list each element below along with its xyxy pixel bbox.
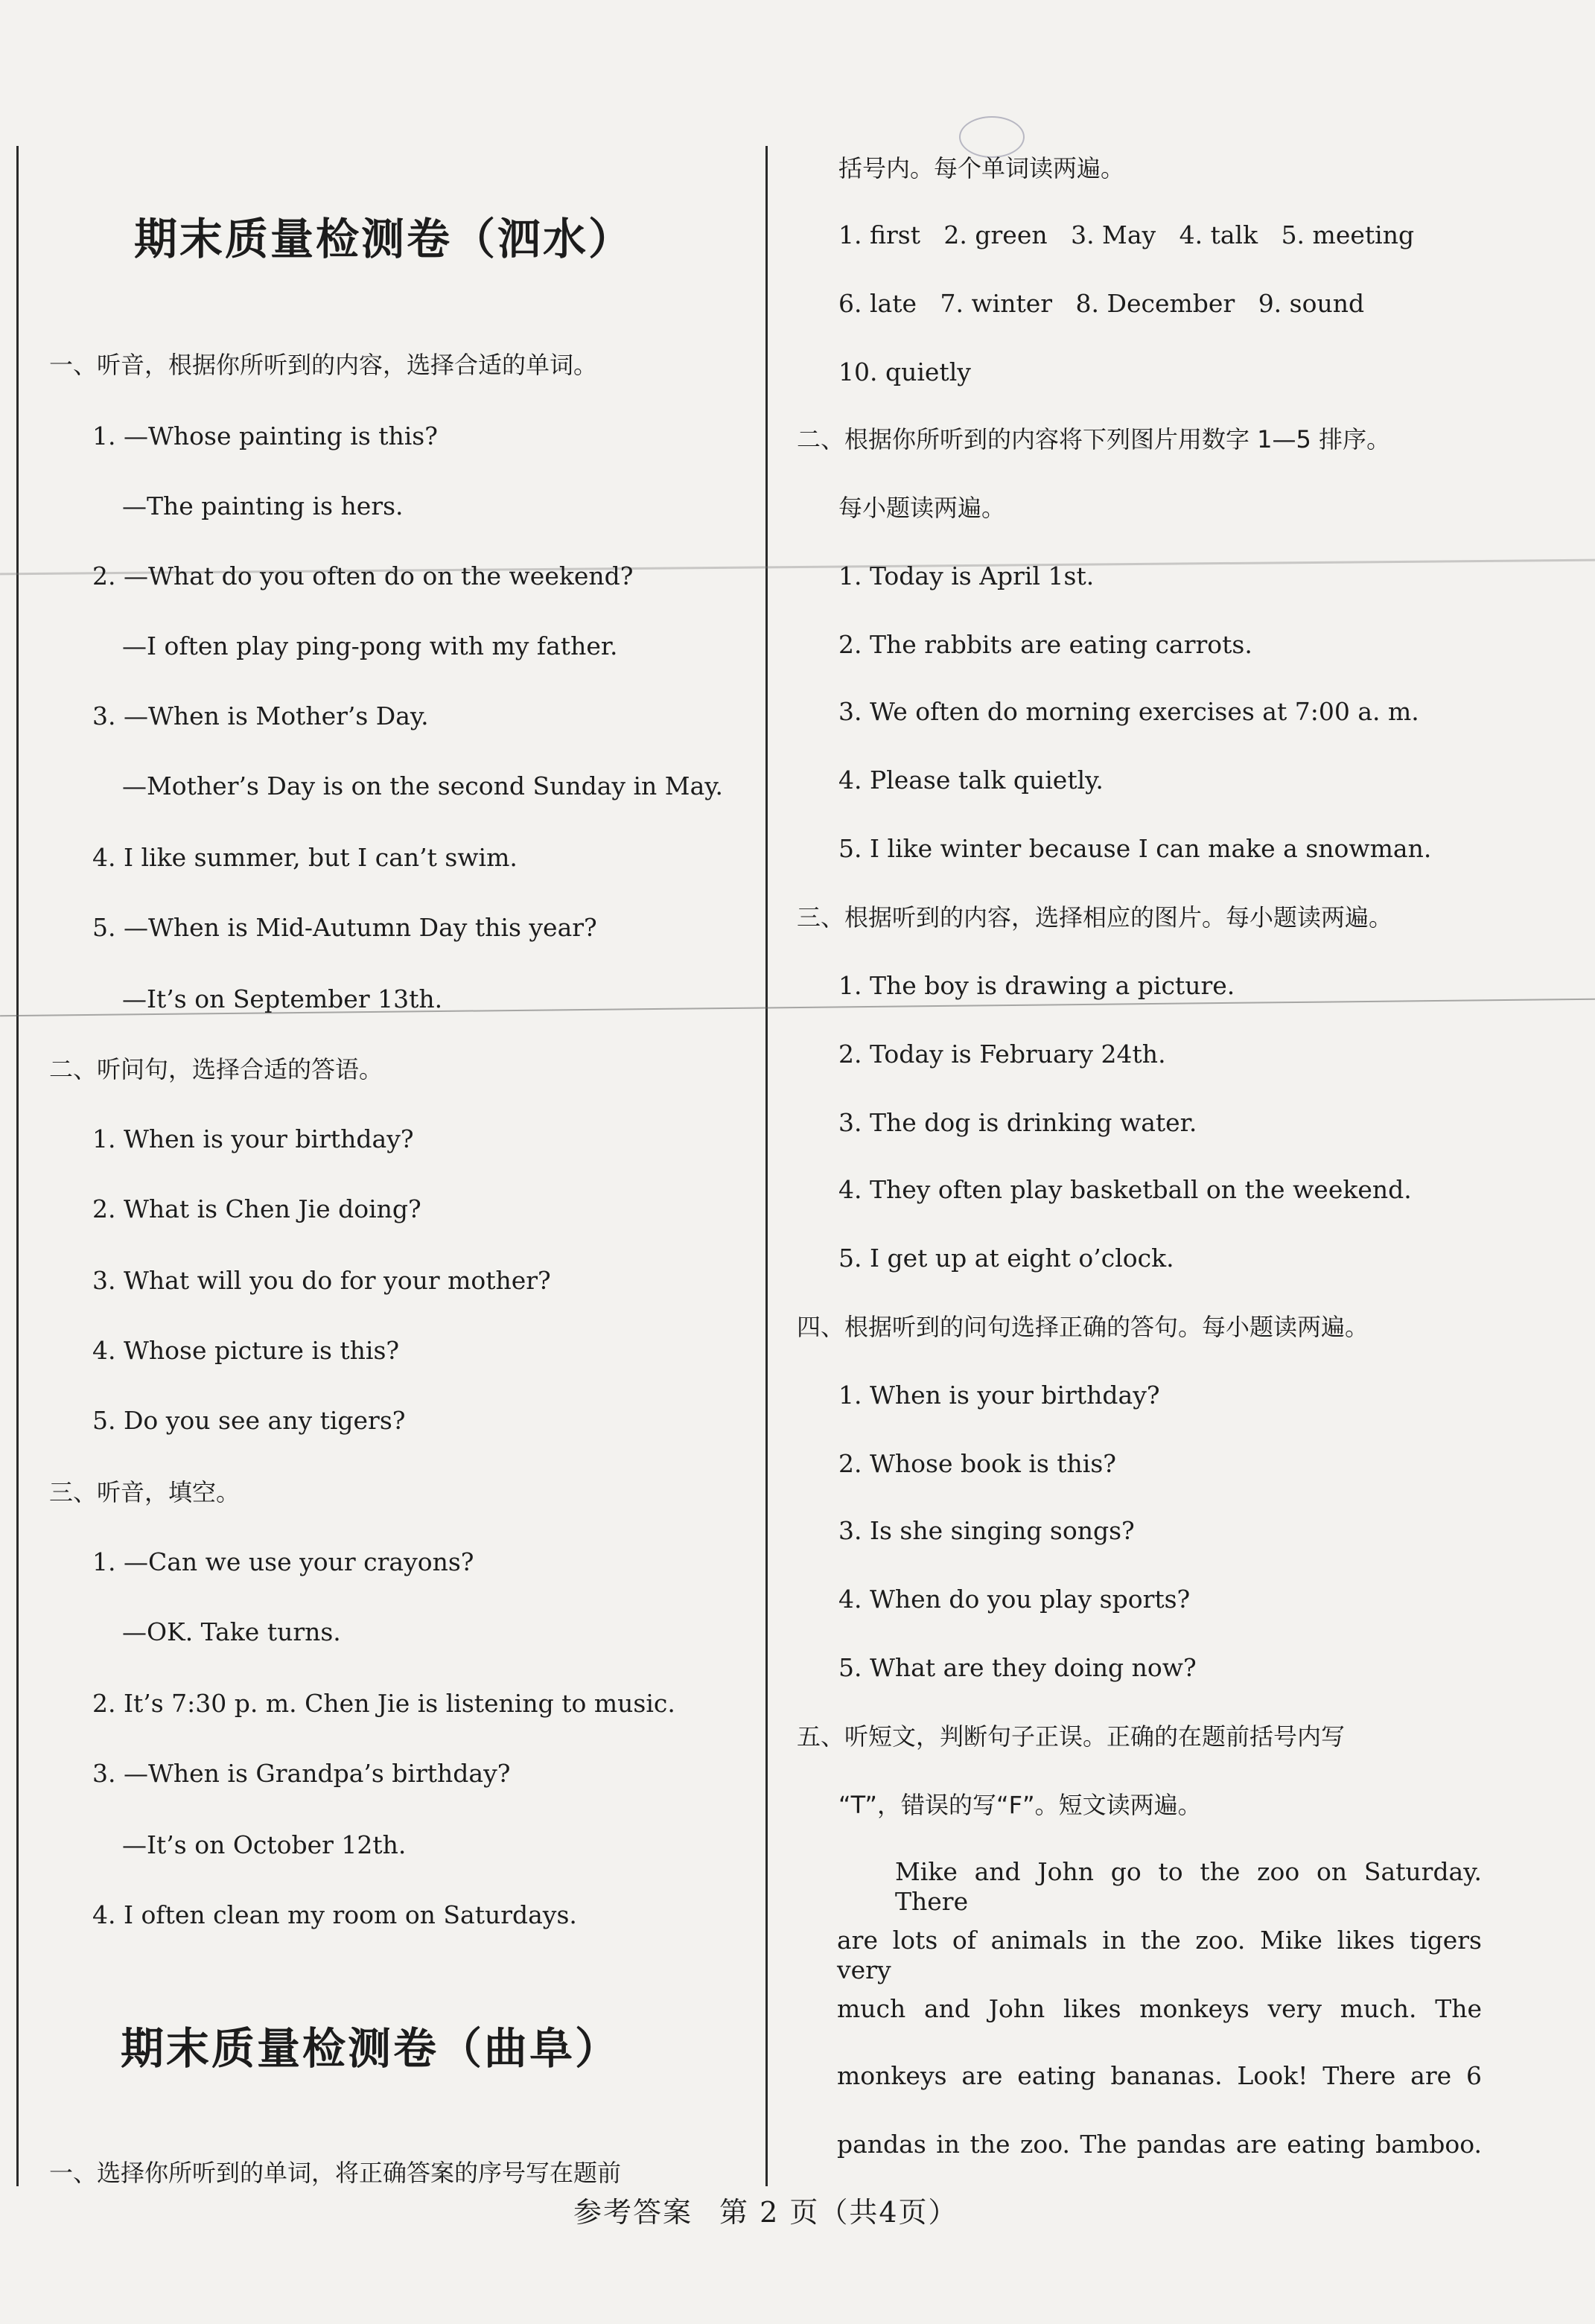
answer-line: 4. When do you play sports? xyxy=(838,1585,1191,1614)
answer-line: 2. The rabbits are eating carrots. xyxy=(838,630,1252,659)
footer-label: 参考答案 xyxy=(573,2196,693,2229)
section-heading-r2-cont: 每小题读两遍。 xyxy=(838,494,1006,522)
answer-line: —Mother’s Day is on the second Sunday in May. xyxy=(122,771,724,800)
answer-line: —OK. Take turns. xyxy=(122,1617,341,1646)
answer-line: —I often play ping-pong with my father. xyxy=(122,631,618,660)
answer-line: 1. —Can we use your crayons? xyxy=(92,1547,474,1576)
word-list-line: 10. quietly xyxy=(838,357,971,386)
passage-line: are lots of animals in the zoo. Mike likes tigers very xyxy=(837,1926,1482,1984)
section-heading-cont: 括号内。每个单词读两遍。 xyxy=(838,154,1125,182)
answer-line: 4. I like summer, but I can’t swim. xyxy=(92,843,518,872)
answer-line: 3. Is she singing songs? xyxy=(838,1516,1135,1545)
round-stamp-mark xyxy=(959,116,1025,158)
answer-line: —It’s on September 13th. xyxy=(122,984,443,1013)
answer-line: 2. Today is February 24th. xyxy=(838,1040,1166,1069)
footer-page-number: 第 2 页（共4页） xyxy=(719,2196,958,2229)
section-heading-r3: 三、根据听到的内容，选择相应的图片。每小题读两遍。 xyxy=(797,903,1393,932)
answer-line: 3. —When is Mother’s Day. xyxy=(92,701,429,730)
answer-line: 5. What are they doing now? xyxy=(838,1653,1197,1682)
answer-line: 1. When is your birthday? xyxy=(92,1124,414,1153)
answer-line: 1. Today is April 1st. xyxy=(838,561,1095,590)
answer-line: 1. The boy is drawing a picture. xyxy=(838,971,1235,1000)
answer-line: 1. When is your birthday? xyxy=(838,1381,1160,1410)
section-heading-r5: 五、听短文，判断句子正误。正确的在题前括号内写 xyxy=(797,1722,1346,1751)
section-heading-1: 一、听音，根据你所听到的内容，选择合适的单词。 xyxy=(49,351,598,379)
passage-line: much and John likes monkeys very much. The xyxy=(837,1994,1482,2023)
column-divider-rule xyxy=(765,146,768,2186)
answer-line: 4. Whose picture is this? xyxy=(92,1336,400,1365)
passage-line: monkeys are eating bananas. Look! There are 6 xyxy=(837,2061,1482,2090)
word-list-line: 1. first 2. green 3. May 4. talk 5. meeting xyxy=(838,220,1415,249)
answer-line: —It’s on October 12th. xyxy=(122,1830,407,1859)
answer-line: 3. We often do morning exercises at 7:00 a. m. xyxy=(838,697,1419,726)
answer-line: 3. —When is Grandpa’s birthday? xyxy=(92,1759,511,1788)
section-heading-r4: 四、根据听到的问句选择正确的答句。每小题读两遍。 xyxy=(797,1313,1369,1341)
section-heading-3: 三、听音，填空。 xyxy=(49,1478,241,1506)
answer-line: 4. They often play basketball on the weekend. xyxy=(838,1175,1412,1204)
section-heading-2: 二、听问句，选择合适的答语。 xyxy=(49,1055,383,1083)
answer-line: 2. It’s 7:30 p. m. Chen Jie is listening to music. xyxy=(92,1689,675,1718)
exam-title-sishui: 期末质量检测卷（泗水） xyxy=(134,214,634,264)
answer-line: 2. —What do you often do on the weekend? xyxy=(92,561,634,590)
answer-line: 2. Whose book is this? xyxy=(838,1449,1116,1478)
answer-line: 5. I get up at eight o’clock. xyxy=(838,1244,1174,1273)
page-footer xyxy=(573,2195,985,2229)
section-heading-r2: 二、根据你所听到的内容将下列图片用数字 1—5 排序。 xyxy=(797,425,1391,453)
answer-line: 1. —Whose painting is this? xyxy=(92,421,438,451)
answer-line: —The painting is hers. xyxy=(122,491,404,520)
answer-line: 4. I often clean my room on Saturdays. xyxy=(92,1900,577,1929)
left-margin-rule xyxy=(16,146,19,2186)
passage-line: pandas in the zoo. The pandas are eating bamboo. xyxy=(837,2130,1482,2159)
exam-title-qufu: 期末质量检测卷（曲阜） xyxy=(121,2023,621,2074)
answer-line: 4. Please talk quietly. xyxy=(838,765,1104,795)
answer-line: 5. Do you see any tigers? xyxy=(92,1406,406,1435)
answer-line: 3. The dog is drinking water. xyxy=(838,1108,1197,1137)
answer-line: 2. What is Chen Jie doing? xyxy=(92,1194,421,1223)
answer-line: 5. —When is Mid-Autumn Day this year? xyxy=(92,913,597,942)
section-heading-qufu-1: 一、选择你所听到的单词，将正确答案的序号写在题前 xyxy=(49,2159,622,2187)
answer-line: 3. What will you do for your mother? xyxy=(92,1266,551,1295)
word-list-line: 6. late 7. winter 8. December 9. sound xyxy=(838,289,1365,318)
passage-line: Mike and John go to the zoo on Saturday. There xyxy=(895,1857,1482,1916)
section-heading-r5-cont: “T”，错误的写“F”。短文读两遍。 xyxy=(838,1791,1202,1819)
answer-line: 5. I like winter because I can make a snowman. xyxy=(838,834,1432,863)
